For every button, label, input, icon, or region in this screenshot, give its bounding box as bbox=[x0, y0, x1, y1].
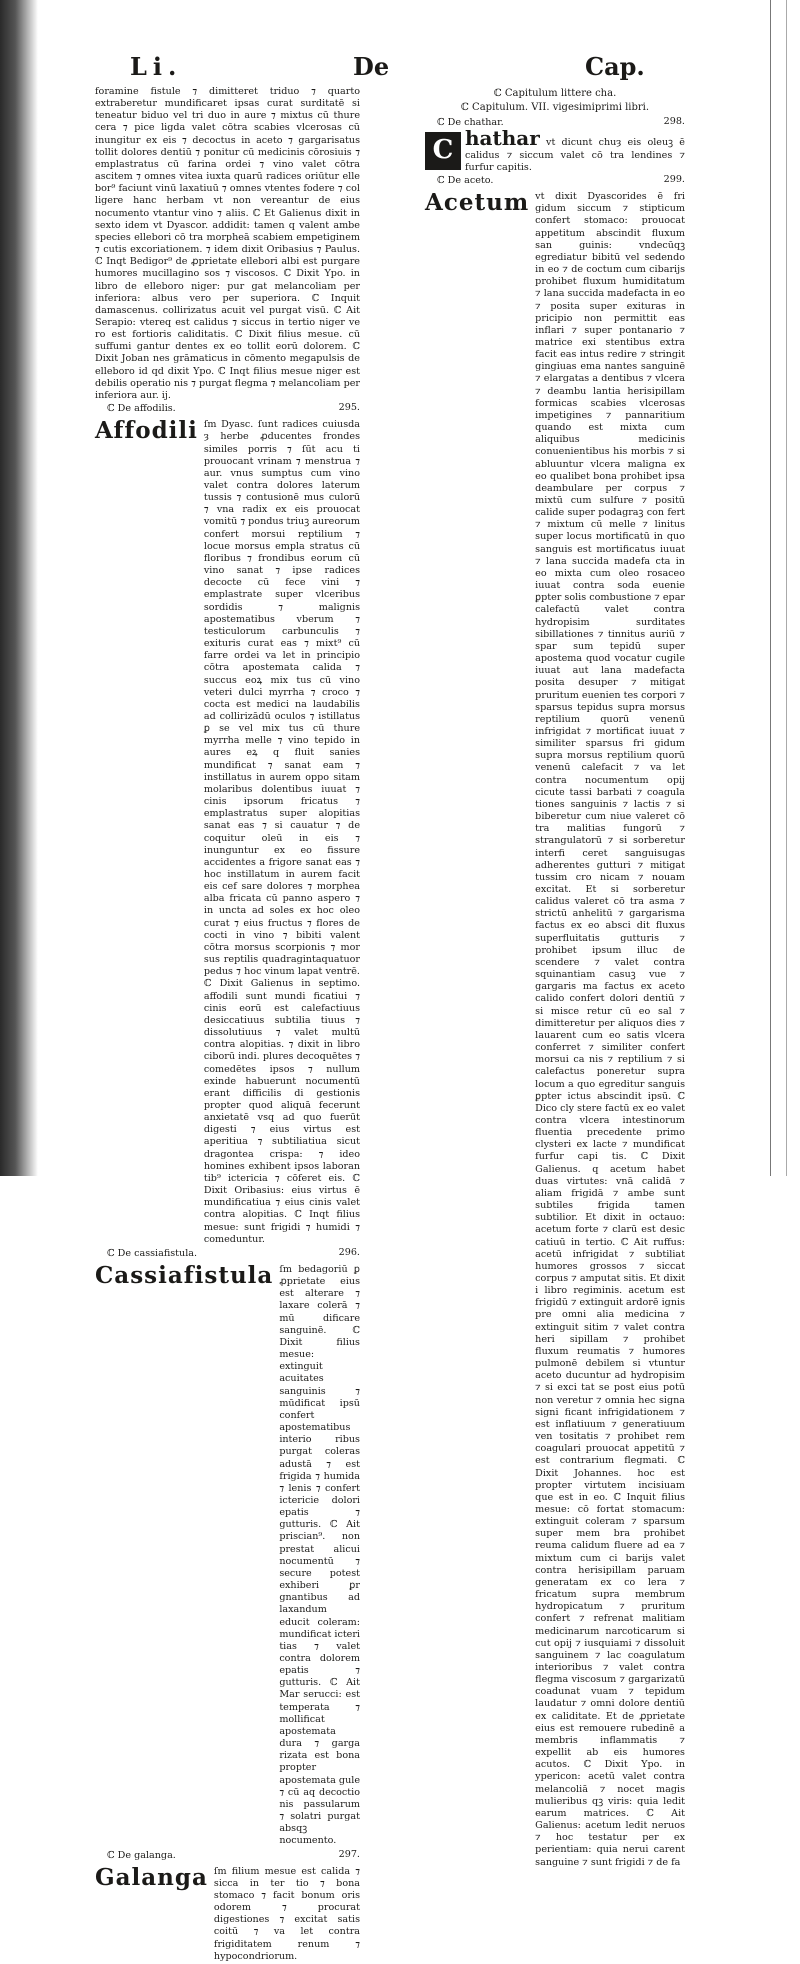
lemma-word: hathar bbox=[465, 126, 540, 151]
entry-text: ſm Dyasc. ſunt radices cuiusda ȝ herbe ꝓducentes frondes similes porris ⁊ ſūt acu ti prouocant vrinam ⁊ menstrua ⁊ aur. vnus sumptus cum vino valet contra dolores laterum tussis ⁊ contusionē mus culorū ⁊ vna radix ex eis prouocat vomitū ⁊ pondus triuꝫ aureorum confert morsui reptilium ⁊ locue morsus empla stratus cū floribus ⁊ frondibus eorum cū vino sanat ⁊ ipse radices decocte cū fece vini ⁊ emplastrate super vlceribus sordidis ⁊ malignis apostematibus vberum ⁊ testiculorum carbunculis ⁊ exituris curat eas ⁊ mixt⁹ cū farre ordei va let in principio cōtra apostemata calida ⁊ succus eoꝝ mix tus cū vino veteri dulci myrrha ⁊ croco ⁊ cocta est medici na laudabilis ad collirizādū oculos ⁊ istillatus ꝑ se vel mix tus cū thure myrrha melle ⁊ vino tepido in aures eꝝ q fluit sanies mundificat ⁊ sanat eam ⁊ instillatus in aurem oppo sitam molaribus dolentibus iuuat ⁊ cinis ipsorum fricatus ⁊ emplastratus super alopitias sanat eas ⁊ si cauatur ⁊ de coquitur oleū in eis ⁊ inunguntur ex eo fissure accidentes a frigore sanat eas ⁊ hoc instillatum in aurem facit eis cef sare dolores ⁊ morphea alba fricata cū panno aspero ⁊ in uncta ad soles ex hoc oleo curat ⁊ eius fructus ⁊ flores de cocti in vino ⁊ bibiti valent cōtra morsus scorpionis ⁊ mor sus reptilis quadragintaquatuor pedus ⁊ hoc vinum lapat ventrē. ℂ Dixit Galienus in septimo. affodili sunt mundi ficatiui ⁊ cinis eorū est calefactiuus desiccatiuus subtilia tiuus ⁊ dissolutiuus ⁊ valet multū contra alopitias. ⁊ dixit in libro ciborū indi. plures decoquētes ⁊ comedētes ipsos ⁊ nullum exinde habuerunt nocumentū erant difficilis di gestionis propter quod aliquā fecerunt anxietatē vsq ad quo fuerūt digesti ⁊ eius virtus est aperitiua ⁊ subtiliatiua sicut dragontea crispa: ⁊ ideo homines exhibent ipsos laboran tib⁹ ictericia ⁊ cōferet eis. ℂ Dixit Oribasius: eius virtus ē mundificatiua ⁊ eius cinis valet contra alopitias. ℂ Inqt filius mesue: sunt frigidi ⁊ humidi ⁊ comeduntur. bbox=[203, 419, 360, 1245]
page-edge-line-outer bbox=[786, 0, 787, 1176]
page-edge-line bbox=[770, 0, 771, 1176]
entry-chathar bbox=[425, 126, 685, 173]
entry-number: 295. bbox=[338, 402, 360, 414]
entry-galanga bbox=[95, 1863, 360, 1963]
lemma-word: Cassiafistula bbox=[95, 1262, 274, 1289]
entry-text: ſm bedagoriū ꝑ ꝓprietate eius est alterare ⁊ laxare colerā ⁊ mū dificare sanguinē. ℂ Dixit filius mesue: extinguit acuitates sanguinis ⁊ mūdificat ipsū confert apostematibus interio ribus purgat coleras adustā ⁊ est frigida ⁊ humida ⁊ lenis ⁊ confert ictericie dolori epatis ⁊ gutturis. ℂ Ait priscian⁹. non prestat alicui nocumentū ⁊ secure potest exhiberi ꝑr gnantibus ad laxandum educit coleram: mundificat icteri tias ⁊ valet contra dolorem epatis ⁊ gutturis. ℂ Ait Mar serucci: est temperata ⁊ mollificat apostemata dura ⁊ garga rizata est bona propter apostemata gule ⁊ cū aq decoctio nis passularum ⁊ solatri purgat absqꝫ nocumento. bbox=[279, 1264, 361, 1847]
entry-heading-affodilis bbox=[95, 402, 360, 416]
entry-text: vt dicunt chuȝ eis oleuꝫ ē calidus ⁊ siccum valet cō tra lendines ⁊ furfur capitis. bbox=[465, 137, 685, 173]
right-column bbox=[425, 86, 685, 1870]
entry-subtitle: ℂ De galanga. bbox=[107, 1849, 176, 1861]
entry-heading-galanga bbox=[95, 1849, 360, 1863]
running-head-right: Cap. bbox=[585, 52, 645, 81]
left-column bbox=[95, 86, 360, 1964]
running-head-left: Li. bbox=[130, 52, 183, 81]
lemma-word: Galanga bbox=[95, 1863, 208, 1891]
entry-acetum bbox=[425, 191, 685, 1869]
lemma-word: Affodili bbox=[95, 417, 198, 445]
entry-heading-chathar bbox=[425, 116, 685, 130]
entry-subtitle: ℂ De cassiafistula. bbox=[107, 1247, 198, 1259]
running-head-middle: De bbox=[353, 52, 390, 81]
chapter-subheader: ℂ Capitulum. VII. vigesimiprimi libri. bbox=[460, 102, 650, 114]
entry-heading-cassiafistula bbox=[95, 1247, 360, 1261]
entry-affodili bbox=[95, 419, 360, 1246]
entry-subtitle: ℂ De affodilis. bbox=[107, 403, 176, 415]
entry-number: 296. bbox=[338, 1246, 360, 1258]
entry-number: 297. bbox=[338, 1848, 360, 1860]
entry-subtitle: ℂ De chathar. bbox=[437, 117, 504, 129]
entry-number: 298. bbox=[663, 116, 685, 128]
entry-cassiafistula bbox=[95, 1264, 360, 1848]
entry-heading-aceto bbox=[425, 174, 685, 188]
left-intro-paragraph: foramine fistule ⁊ dimitteret triduo ⁊ quarto extraberetur mundificaret ipsas curat surditatē si teneatur biduo vel tri duo in aure ⁊ mixtus cū thure cera ⁊ pice ligda valet cōtra scabies vlcerosas cū inungitur ex eis ⁊ decoctus in aceto ⁊ gargarisatus tollit dolores dentiū ⁊ ponitur cū medicinis cōrosiuis ⁊ emplastratus cū farina ordei ⁊ vino valet cōtra ascitem ⁊ omnes vitea iuxta quarū radices oriūtur elle bor⁹ faciunt vinū laxatiuū ⁊ omnes vtentes fodere ⁊ col ligere hanc herbam vt non vereantur de eius nocumento vtantur vino ⁊ aliis. ℂ Et Galienus dixit in sexto idem vt Dyascor. addidit: tamen q valent ambe species ellebori cō tra morpheā scabiem empetiginem ⁊ cutis excoriationem. ⁊ idem dixit Oribasius ⁊ Paulus. ℂ Inqt Bedigor⁹ de ꝓprietate ellebori albi est purgare humores mucillagino sos ⁊ viscosos. ℂ Dixit Ypo. in libro de elleboro niger: pur gat melancoliam per inferiora: albus vero per superiora. ℂ Inquit damascenus. collirizatus acuit vel purgat visū. ℂ Ait Serapio: vtereq est calidus ⁊ siccus in tertio niger ve ro est fortioris caliditatis. ℂ Dixit filius mesue. cū suffumi gantur dentes ex eo tollit eorū dolorem. ℂ Dixit Joban nes grāmaticus in cōmento megapulsis de elleboro id qd dixit Ypo. ℂ Inqt filius mesue niger est debilis operatio nis ⁊ purgat flegma ⁊ melancoliam per inferiora aur. ij. bbox=[95, 86, 360, 401]
lemma-word: Acetum bbox=[425, 189, 530, 217]
entry-text: vt dixit Dyascorides ē fri gidum siccum ⁊ stipticum confert stomaco: prouocat appetitum abscindit fluxum san guinis: vndecūqꝫ egrediatur bibitū vel sedendo in eo ⁊ de coctum cum cibarijs prohibet fluxum humiditatum ⁊ lana succida madefacta in eo ⁊ posita super exituras in pricipio non permittit eas inflari ⁊ super pontanario ⁊ matrice exi stentibus extra facit eas intus redire ⁊ stringit gingiuas ema nantes sanguinē ⁊ elargatas a dentibus ⁊ vlcera ⁊ deambu lantia herisipillam formicas scabies vlcerosas impetigines ⁊ pannaritium quando est mixta cum aliquibus medicinis conuenientibus his morbis ⁊ si abluuntur vlcera maligna ex eo qualibet bona prohibet ipsa deambulare per corpus ⁊ mixtū cum sulfure ⁊ positū calide super podagraꝫ con fert ⁊ mixtum cū melle ⁊ linitus super locus mortificatū in quo sanguis est mortificatus iuuat ⁊ lana succida madefa cta in eo mixta cum oleo rosaceo iuuat contra soda euenie ꝑpter solis combustione ⁊ epar calefactū valet contra hydropisim surditates sibillationes ⁊ tinnitus auriū ⁊ spar sum tepidū super apostema quod vocatur cugile iuuat aut lana madefacta posita desuper ⁊ mitigat pruritum euenien tes corpori ⁊ sparsus tepidus supra morsus reptilium quorū venenū infrigidat ⁊ mortificat iuuat ⁊ similiter sparsus fri gidum supra morsus reptilium quorū venenū calefacit ⁊ va let contra nocumentum opij cicute tassi barbati ⁊ coagula tiones sanguinis ⁊ lactis ⁊ si biberetur cum niue valeret cō tra malitias fungorū ⁊ strangulatorū ⁊ si sorberetur interfi ceret sanguisugas adherentes gutturi ⁊ mitigat tussim cro nicam ⁊ nouam excitat. Et si sorberetur calidus valeret cō tra asma ⁊ strictū anhelitū ⁊ gargarisma factus ex eo absci dit fluxus superfluitatis gutturis ⁊ prohibet ipsum illuc de scendere ⁊ valet contra squinantiam casuꝫ vue ⁊ gargaris ma factus ex aceto calido confert dolori dentiū ⁊ si misce retur cū eo sal ⁊ dimitteretur per aliquos dies ⁊ lauarent cum eo satis vlcera conferret ⁊ similiter confert morsui ca nis ⁊ reptilium ⁊ si calefactus poneretur supra locum a quo egreditur sanguis ꝑpter ictus abscindit ipsū. ℂ Dico cly stere factū ex eo valet contra vlcera intestinorum fluentia precedente primo clysteri ex lacte ⁊ mundificat furfur capi tis. ℂ Dixit Galienus. q acetum habet duas virtutes: vnā calidā ⁊ aliam frigidā ⁊ ambe sunt subtiles frigida tamen subtilior. Et dixit in octauo: acetum forte ⁊ clarū est desic catiuū in tertio. ℂ Ait ruffus: acetū infrigidat ⁊ subtiliat humores grossos ⁊ siccat corpus ⁊ amputat sitis. Et dixit i libro regiminis. acetum est frigidū ⁊ extinguit ardorē ignis pre omni alia medicina ⁊ extinguit sitim ⁊ valet contra heri sipillam ⁊ prohibet fluxum reumatis ⁊ humores pulmonē debilem si vtuntur aceto ducuntur ad hydropisim ⁊ si exci tat se post eius potū non veretur ⁊ omnia hec signa signi ficant infrigidationem ⁊ est inflatiuum ⁊ generatiuum ven tositatis ⁊ prohibet rem coagulari prouocat appetitū ⁊ est contrarium flegmati. ℂ Dixit Johannes. hoc est propter virtutem incisiuam que est in eo. ℂ Inquit filius mesue: cō fortat stomacum: extinguit coleram ⁊ sparsum super mem bra prohibet reuma calidum fluere ad ea ⁊ mixtum cum ci barijs valet contra herisipillam paruam generatam ex co lera ⁊ fricatum supra membrum hydropicatum ⁊ pruritum confert ⁊ refrenat malitiam medicinarum narcoticarum si cut opij ⁊ iusquiami ⁊ dissoluit sanguinem ⁊ lac coagulatum interioribus ⁊ valet contra flegma viscosum ⁊ gargarizatū coadunat vuam ⁊ tepidum laudatur ⁊ omni dolore dentiū ex caliditate. Et de ꝓprietate eius est remouere rubedinē a membris inflammatis ⁊ expellit ab eis humores acutos. ℂ Dixit Ypo. in ypericon: acetū valet contra melancoliā ⁊ nocet magis mulieribus qꝫ viris: quia ledit earum matrices. ℂ Ait Galienus: acetum ledit neruos ⁊ hoc testatur per ex perientiam: quia nerui carent sanguine ⁊ sunt frigidi ⁊ de fa bbox=[535, 191, 685, 1868]
book-binding-shadow bbox=[0, 0, 38, 1176]
entry-text: ſm filium mesue est calida ⁊ sicca in ter tio ⁊ bona stomaco ⁊ facit bonum oris odorem ⁊ procurat digestiones ⁊ excitat satis coitū ⁊ va let contra frigiditatem renum ⁊ hypocondriorum. bbox=[213, 1865, 360, 1962]
decorated-initial-icon: C bbox=[425, 132, 461, 170]
entry-number: 299. bbox=[663, 173, 685, 185]
chapter-header: ℂ Capitulum littere cha. bbox=[493, 88, 617, 99]
entry-body bbox=[465, 126, 685, 173]
entry-subtitle: ℂ De aceto. bbox=[437, 174, 494, 186]
